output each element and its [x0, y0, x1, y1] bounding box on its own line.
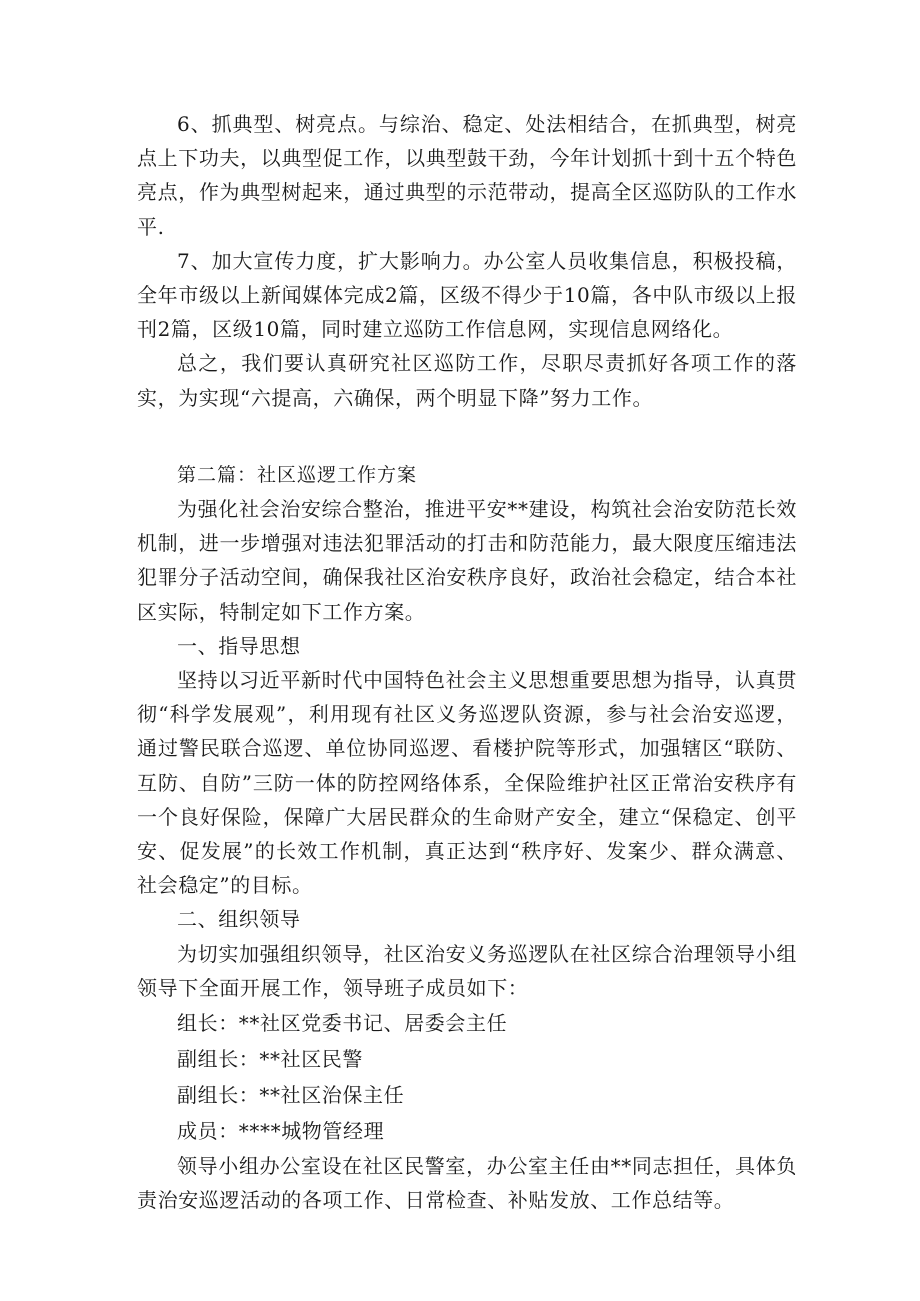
paragraph-typical-examples: 6、抓典型、树亮点。与综治、稳定、处法相结合，在抓典型，树亮点上下功夫，以典型促工作，以典型鼓干劲，今年计划抓十到十五个特色亮点，作为典型树起来，通过典型的示范带动，提高全区巡防队的工作水平.	[137, 112, 797, 239]
member-line: 副组长：**社区民警	[177, 1047, 363, 1072]
member-line: 成员：****城物管经理	[177, 1119, 385, 1144]
paragraph-guiding-ideology: 坚持以习近平新时代中国特色社会主义思想重要思想为指导，认真贯彻“科学发展观”，利用现有社区义务巡逻队资源，参与社会治安巡逻，通过警民联合巡逻、单位协同巡逻、看楼护院等形式，加强辖区“联防、互防、自防”三防一体的防控网络体系，全保险维护社区正常治安秩序有一个良好保险，保障广大居民群众的生命财产安全，建立“保稳定、创平安、促发展”的长效工作机制，真正达到“秩序好、发案少、群众满意、社会稳定”的目标。	[137, 668, 797, 898]
section-title: 第二篇：社区巡逻工作方案	[177, 463, 418, 486]
heading-organization: 二、组织领导	[177, 907, 301, 932]
member-line: 副组长：**社区治保主任	[177, 1083, 405, 1108]
heading-guiding-ideology: 一、指导思想	[177, 633, 301, 658]
document-page	[137, 107, 797, 1217]
paragraph-conclusion: 总之，我们要认真研究社区巡防工作，尽职尽责抓好各项工作的落实，为实现“六提高，六确保，两个明显下降”努力工作。	[137, 351, 797, 410]
paragraph-intro: 为强化社会治安综合整治，推进平安**建设，构筑社会治安防范长效机制，进一步增强对违法犯罪活动的打击和防范能力，最大限度压缩违法犯罪分子活动空间，确保我社区治安秩序良好，政治社会稳定，结合本社区实际，特制定如下工作方案。	[137, 497, 797, 624]
paragraph-publicity: 7、加大宣传力度，扩大影响力。办公室人员收集信息，积极投稿，全年市级以上新闻媒体完成2篇，区级不得少于10篇，各中队市级以上报刊2篇，区级10篇，同时建立巡防工作信息网，实现信息网络化。	[137, 248, 797, 342]
member-line: 组长：**社区党委书记、居委会主任	[177, 1011, 508, 1036]
section-gap	[137, 415, 797, 458]
paragraph-organization: 为切实加强组织领导，社区治安义务巡逻队在社区综合治理领导小组领导下全面开展工作，领导班子成员如下：	[137, 941, 797, 1000]
paragraph-office: 领导小组办公室设在社区民警室，办公室主任由**同志担任，具体负责治安巡逻活动的各项工作、日常检查、补贴发放、工作总结等。	[137, 1154, 797, 1213]
